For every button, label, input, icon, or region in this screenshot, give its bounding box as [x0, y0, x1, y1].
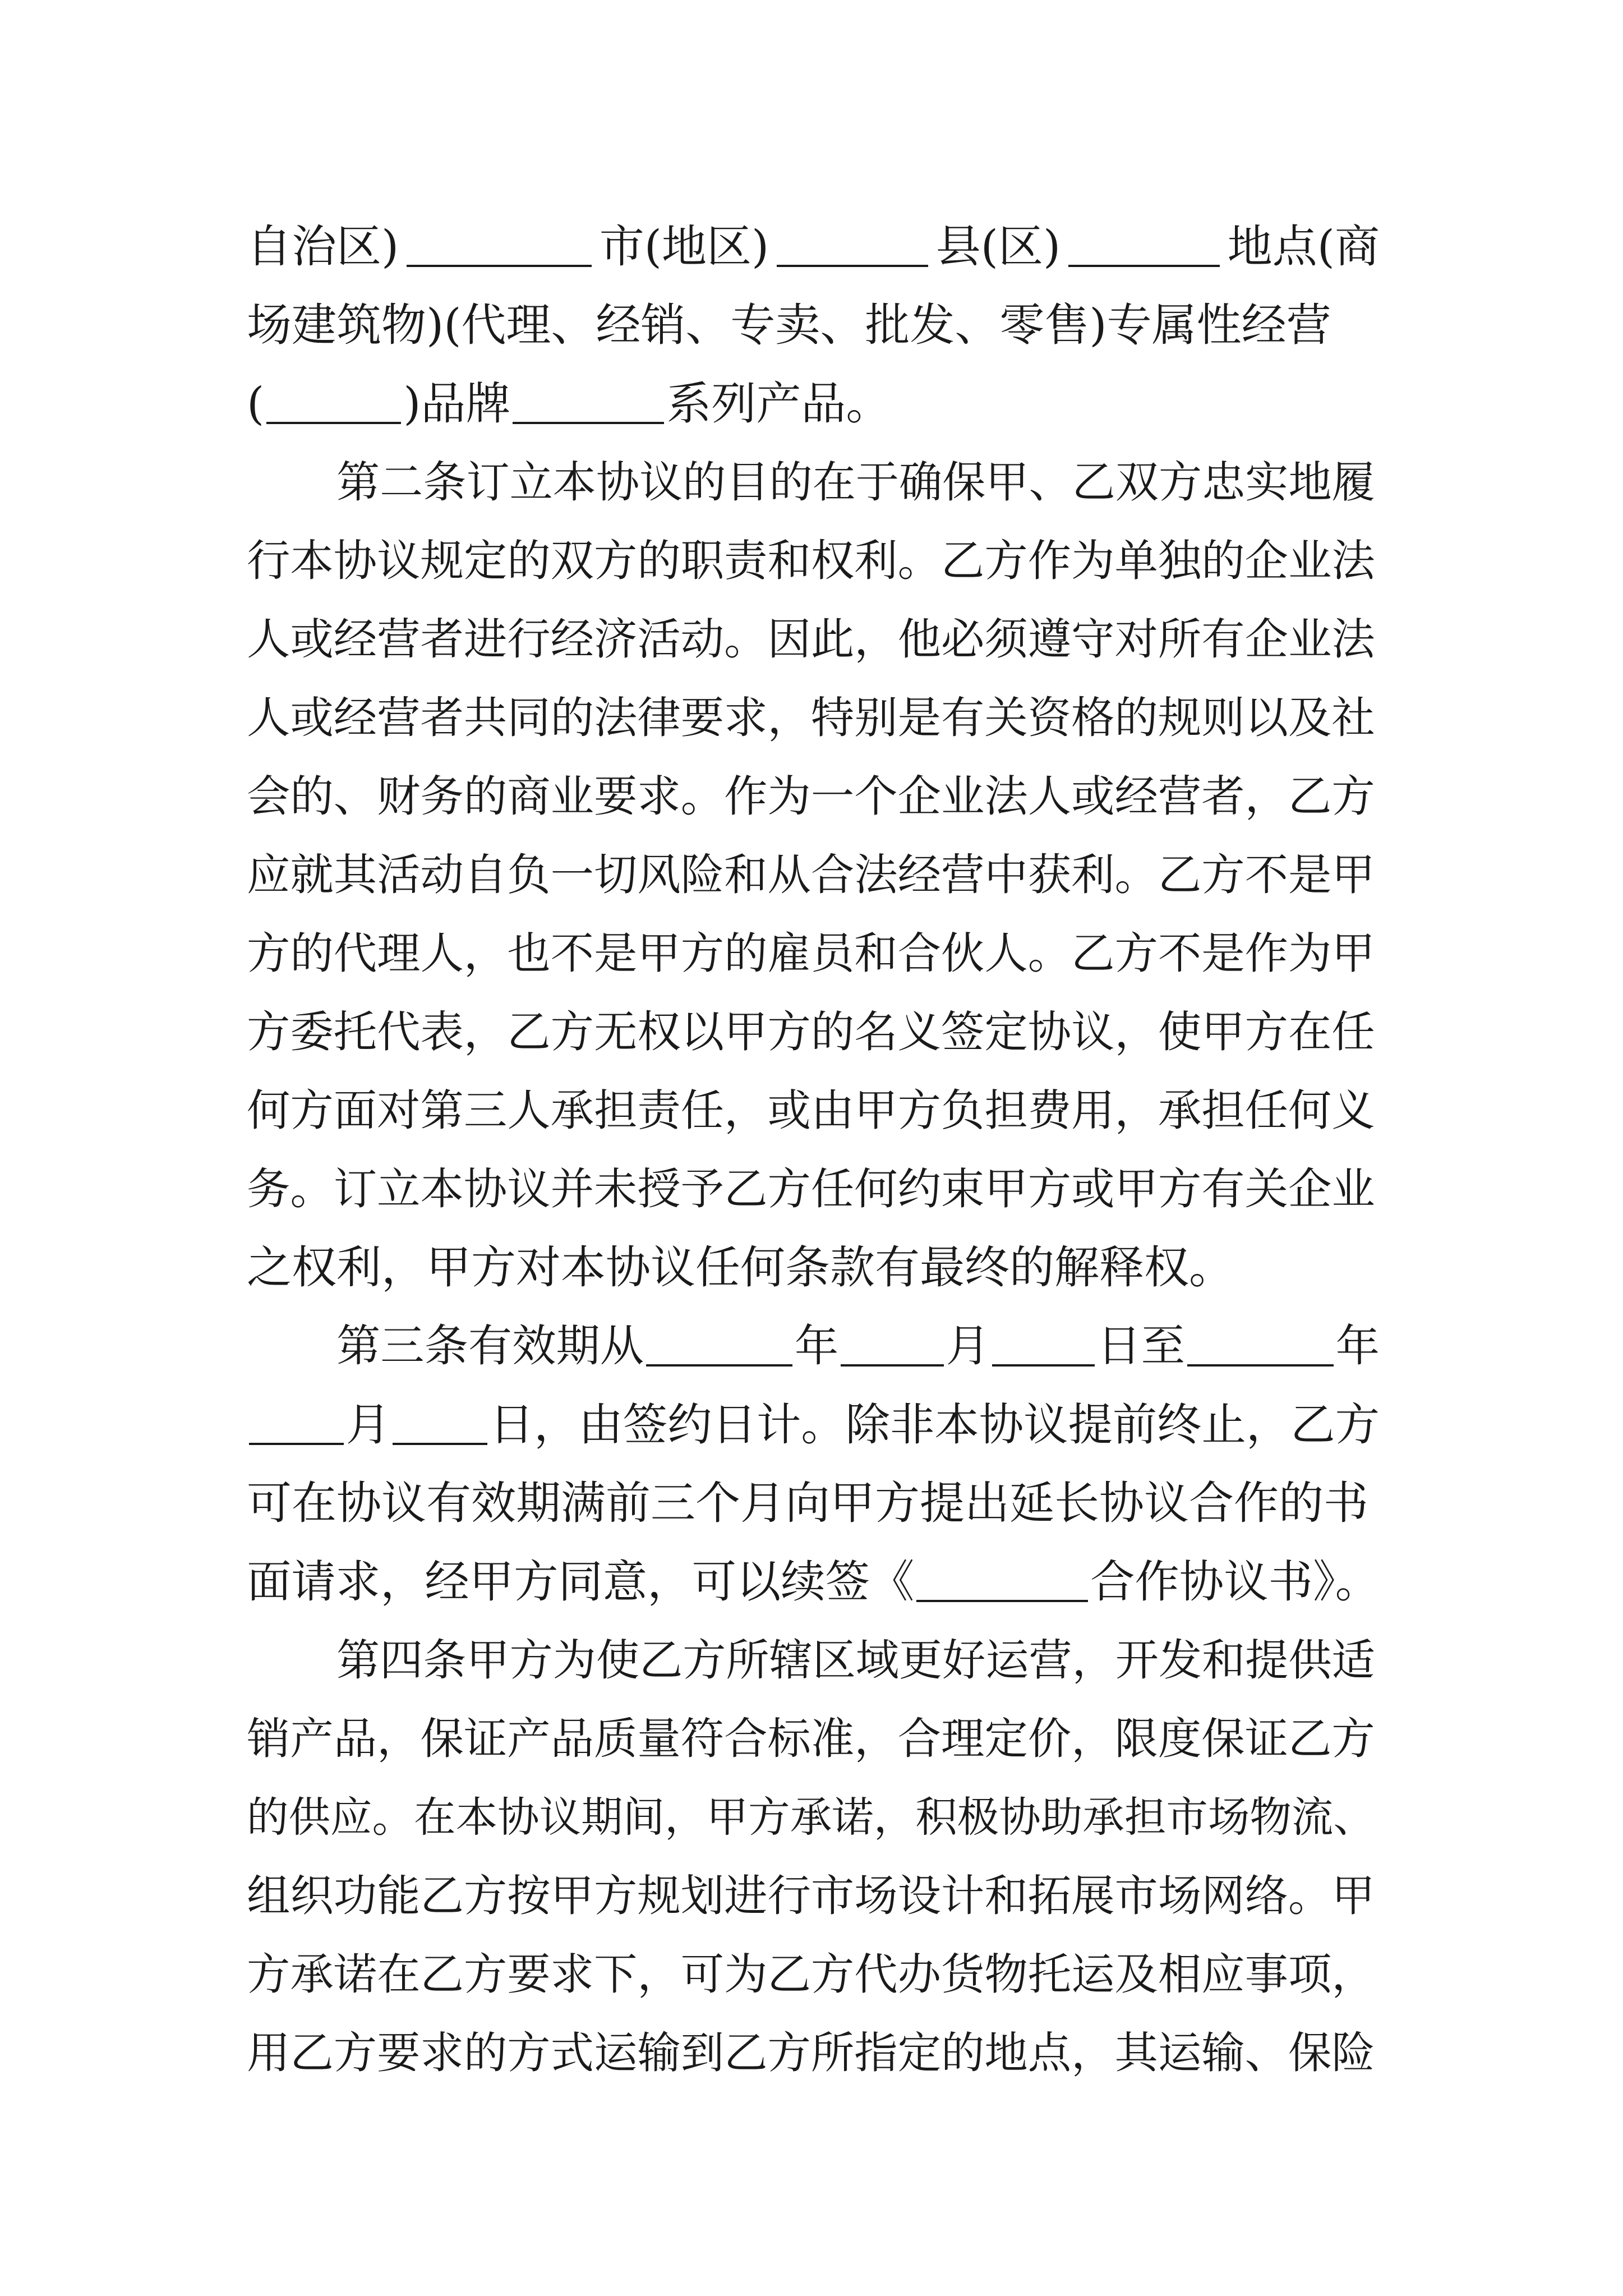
text-line	[247, 999, 1380, 1066]
text-line	[247, 1470, 1380, 1537]
text-line	[247, 920, 1380, 987]
text-line	[247, 684, 1380, 752]
text-segment: 月	[345, 1398, 391, 1451]
text-segment: 第二条订立本协议的目的在于确保甲、乙双方忠实地履	[336, 457, 1375, 508]
text-segment: 应就其活动自负一切风险和从合法经营中获利。乙方不是甲	[247, 850, 1375, 900]
fill-in-blank[interactable]	[992, 1326, 1095, 1366]
fill-in-blank[interactable]	[393, 1405, 487, 1445]
fill-in-blank[interactable]	[646, 1326, 792, 1366]
text-line	[247, 2019, 1380, 2087]
fill-in-blank[interactable]	[513, 384, 664, 424]
text-segment: 务。订立本协议并未授予乙方任何约束甲方或甲方有关企业	[247, 1164, 1375, 1214]
text-line	[247, 606, 1380, 673]
text-segment: 方委托代表，乙方无权以甲方的名义签定协议，使甲方在任	[247, 1007, 1375, 1057]
text-line	[247, 1548, 1380, 1616]
text-segment: 面请求，经甲方同意，可以续签《	[247, 1556, 915, 1608]
fill-in-blank[interactable]	[407, 227, 592, 267]
text-segment: 市(地区)	[599, 220, 769, 273]
text-segment: 人或经营者进行经济活动。因此，他必须遵守对所有企业法	[247, 614, 1375, 665]
fill-in-blank[interactable]	[841, 1326, 943, 1366]
fill-in-blank[interactable]	[1187, 1326, 1334, 1366]
text-segment: 方承诺在乙方要求下，可为乙方代办货物托运及相应事项，	[247, 1949, 1375, 2000]
text-line	[247, 527, 1380, 595]
text-segment: 自治区)	[247, 220, 399, 273]
text-segment: 何方面对第三人承担责任，或由甲方负担费用，承担任何义	[247, 1085, 1375, 1136]
text-segment: 行本协议规定的双方的职责和权利。乙方作为单独的企业法	[247, 536, 1375, 586]
fill-in-blank[interactable]	[266, 384, 401, 424]
text-line	[247, 841, 1380, 909]
text-line	[247, 1862, 1380, 1930]
text-segment: 可在协议有效期满前三个月向甲方提出延长协议合作的书	[247, 1477, 1368, 1529]
text-segment: (	[247, 378, 265, 430]
text-segment: 地点(商	[1227, 220, 1380, 273]
text-line	[247, 1705, 1380, 1773]
text-segment: 日，由签约日计。除非本协议提前终止，乙方	[489, 1398, 1380, 1451]
text-line	[247, 292, 1380, 359]
document-page	[247, 213, 1380, 2120]
text-segment: 第三条有效期从	[336, 1320, 644, 1372]
text-line	[247, 1941, 1380, 2008]
text-line	[247, 213, 1380, 280]
text-line	[247, 370, 1380, 438]
text-segment: 年	[794, 1320, 839, 1372]
text-segment: 月	[946, 1320, 990, 1372]
text-line	[247, 1391, 1380, 1458]
text-line	[247, 1784, 1380, 1851]
text-segment: 用乙方要求的方式运输到乙方所指定的地点，其运输、保险	[247, 2028, 1375, 2078]
text-segment: 之权利，甲方对本协议任何条款有最终的解释权。	[247, 1241, 1234, 1294]
fill-in-blank[interactable]	[777, 227, 928, 267]
text-segment: 第四条甲方为使乙方所辖区域更好运营，开发和提供适	[336, 1635, 1375, 1686]
text-segment: 日至	[1097, 1320, 1185, 1372]
text-segment: 的供应。在本协议期间，甲方承诺，积极协助承担市场物流、	[247, 1793, 1375, 1842]
text-segment: 县(区)	[935, 220, 1061, 273]
text-line	[336, 449, 1380, 516]
fill-in-blank[interactable]	[916, 1562, 1088, 1602]
text-segment: 年	[1335, 1320, 1380, 1372]
text-line	[247, 1077, 1380, 1144]
fill-in-blank[interactable]	[249, 1405, 344, 1445]
text-segment: 合作协议书》。	[1090, 1556, 1380, 1608]
text-segment: )品牌	[403, 378, 511, 430]
text-segment: 人或经营者共同的法律要求，特别是有关资格的规则以及社	[247, 693, 1375, 743]
text-segment: 系列产品。	[666, 378, 891, 430]
text-segment: 会的、财务的商业要求。作为一个企业法人或经营者，乙方	[247, 771, 1375, 822]
text-line	[247, 1156, 1380, 1223]
text-segment: 组织功能乙方按甲方规划进行市场设计和拓展市场网络。甲	[247, 1871, 1375, 1921]
text-segment: 场建筑物)(代理、经销、专卖、批发、零售)专属性经营	[247, 299, 1331, 351]
text-line	[336, 1313, 1380, 1380]
text-line	[336, 1627, 1380, 1694]
text-segment: 销产品，保证产品质量符合标准，合理定价，限度保证乙方	[247, 1714, 1375, 1764]
text-line	[247, 1234, 1380, 1301]
text-line	[247, 763, 1380, 830]
text-segment: 方的代理人，也不是甲方的雇员和合伙人。乙方不是作为甲	[247, 928, 1375, 979]
fill-in-blank[interactable]	[1068, 227, 1220, 267]
